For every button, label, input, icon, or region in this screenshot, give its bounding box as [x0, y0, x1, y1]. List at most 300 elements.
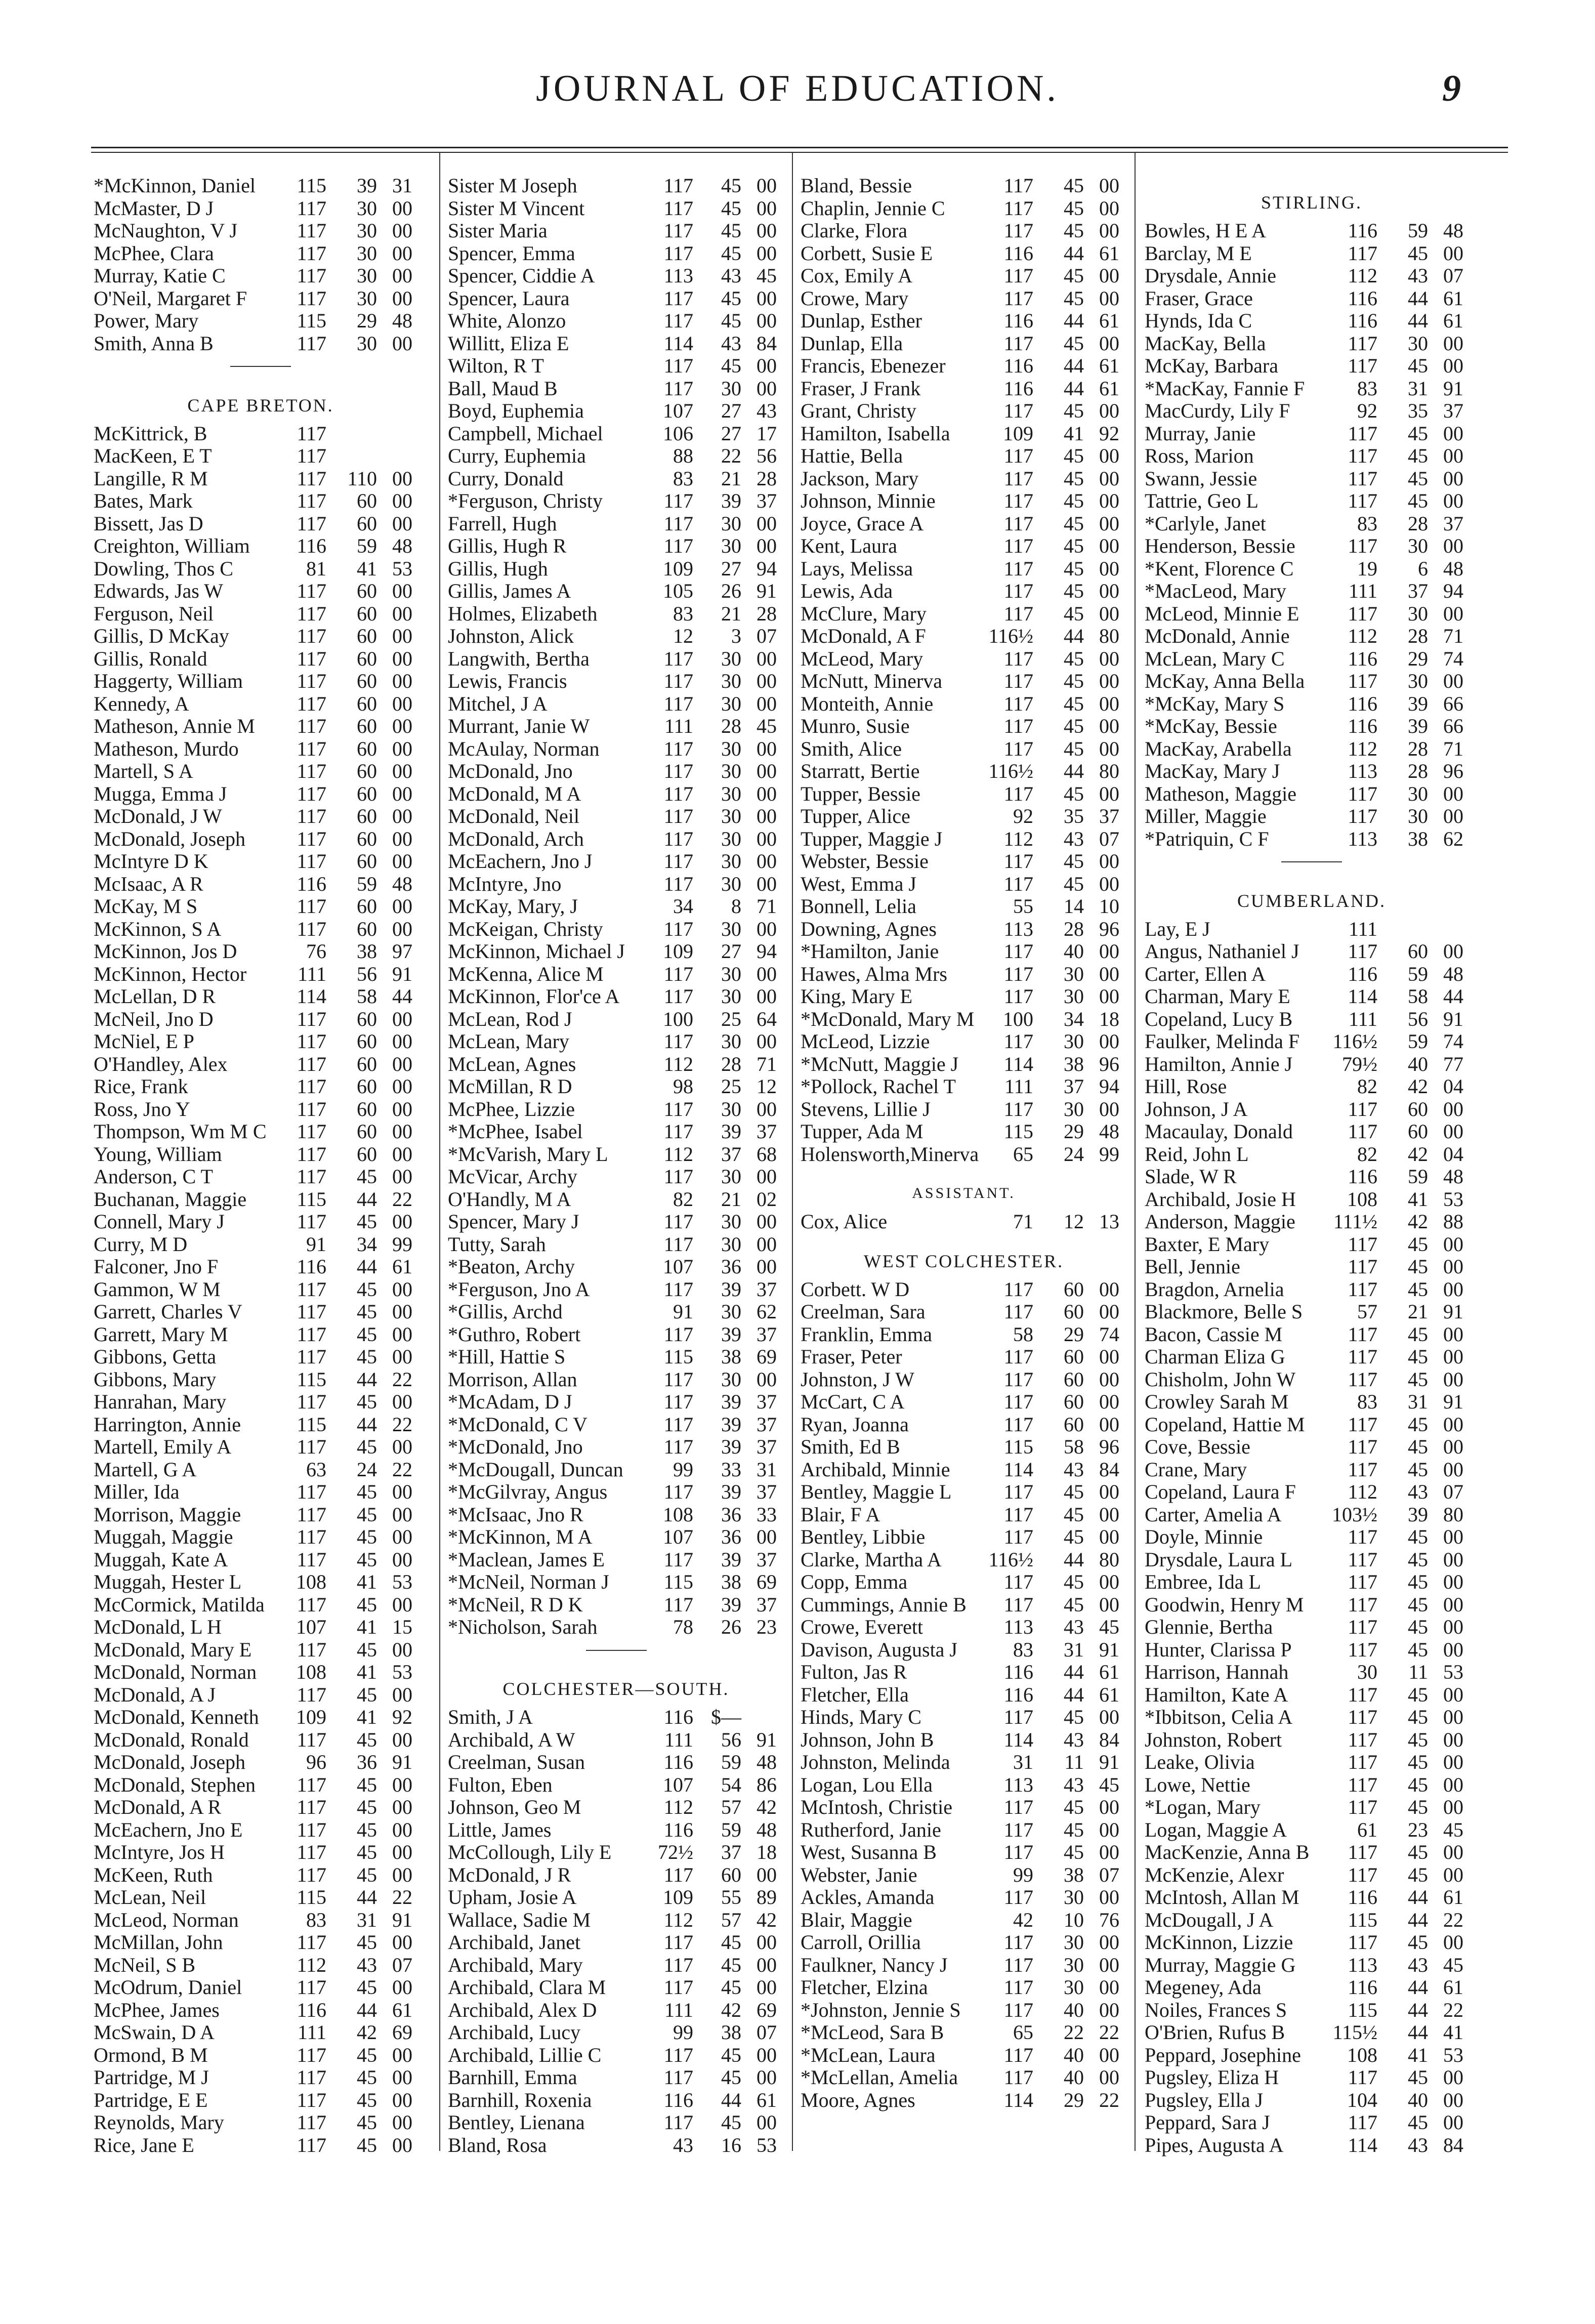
days-taught: 111	[1348, 579, 1377, 602]
grant-cents: 00	[1099, 1886, 1119, 1908]
grant-cents: 91	[757, 1728, 777, 1751]
grant-dollars: 60	[1408, 940, 1428, 963]
grant-dollars: 30	[1064, 1886, 1084, 1908]
table-row	[1145, 333, 1479, 355]
journal-title: JOURNAL OF EDUCATION.	[536, 68, 1059, 109]
grant-cents: 00	[1443, 489, 1463, 512]
teacher-name: McIntyre, Jno	[448, 872, 562, 895]
teacher-name: Pugsley, Ella J	[1145, 2088, 1264, 2111]
grant-dollars: 44	[1408, 286, 1428, 310]
teacher-name: Falconer, Jno F	[94, 1255, 219, 1278]
teacher-name: Tutty, Sarah	[448, 1232, 546, 1256]
teacher-name: Harrison, Hannah	[1145, 1661, 1289, 1683]
grant-dollars: 41	[357, 1706, 377, 1728]
teacher-name: Fulton, Jas R	[801, 1661, 907, 1683]
days-taught: 113	[1003, 1773, 1033, 1796]
teacher-name: Munro, Susie	[801, 715, 910, 737]
grant-dollars: 33	[721, 1458, 741, 1481]
grant-cents: 77	[1443, 1052, 1463, 1075]
grant-dollars: 37	[1064, 1075, 1084, 1098]
teacher-name: *McDougall, Duncan	[448, 1458, 623, 1481]
days-taught: 91	[673, 1300, 693, 1323]
teacher-name: Ferguson, Neil	[94, 602, 214, 625]
teacher-name: McPhee, Clara	[94, 241, 214, 265]
days-taught: 115	[663, 1345, 693, 1368]
teacher-name: Spencer, Ciddie A	[448, 264, 595, 287]
days-taught: 111	[297, 962, 326, 985]
table-row	[1145, 1346, 1479, 1368]
grant-cents: 84	[1443, 2133, 1463, 2156]
days-taught: 117	[297, 331, 326, 355]
days-taught: 116½	[1332, 1030, 1377, 1053]
grant-dollars: 28	[1064, 917, 1084, 940]
table-row	[94, 1166, 428, 1188]
table-row	[801, 940, 1127, 963]
grant-cents: 53	[1443, 1187, 1463, 1211]
grant-cents: 00	[757, 985, 777, 1008]
grant-dollars: 35	[1064, 805, 1084, 827]
grant-dollars: 37	[721, 1841, 741, 1863]
grant-cents: 17	[757, 422, 777, 445]
teacher-name: Martell, Emily A	[94, 1435, 232, 1458]
grant-cents: 00	[1443, 1120, 1463, 1143]
grant-cents: 00	[1443, 1232, 1463, 1256]
grant-cents: 92	[1099, 422, 1119, 445]
teacher-name: McCollough, Lily E	[448, 1841, 612, 1863]
grant-dollars: 60	[357, 670, 377, 692]
grant-cents: 00	[392, 1683, 412, 1706]
grant-dollars: 45	[1064, 692, 1084, 715]
grant-dollars: 45	[1064, 196, 1084, 220]
teacher-name: Archibald, Clara M	[448, 1976, 606, 1999]
grant-cents: 94	[1443, 579, 1463, 602]
teacher-name: Drysdale, Laura L	[1145, 1548, 1293, 1571]
days-taught: 117	[663, 219, 693, 242]
grant-dollars: 26	[721, 579, 741, 602]
teacher-name: Murray, Janie	[1145, 422, 1256, 445]
grant-cents: 00	[392, 2043, 412, 2066]
grant-cents: 91	[1443, 377, 1463, 400]
days-taught: 117	[297, 895, 326, 918]
grant-cents: 00	[392, 2066, 412, 2089]
days-taught: 116	[297, 534, 326, 557]
grant-dollars: 39	[721, 1120, 741, 1143]
grant-cents: 91	[1443, 1300, 1463, 1323]
table-row	[801, 1436, 1127, 1459]
grant-cents: 00	[757, 286, 777, 310]
grant-cents: 22	[392, 1886, 412, 1908]
grant-dollars: 39	[721, 1593, 741, 1616]
grant-dollars: 44	[357, 1367, 377, 1391]
table-row	[448, 1616, 784, 1639]
grant-cents: 00	[1099, 737, 1119, 760]
days-taught: 107	[663, 1773, 693, 1796]
grant-cents: 62	[1443, 827, 1463, 850]
days-taught: 92	[1013, 805, 1033, 827]
days-taught: 107	[663, 1525, 693, 1548]
grant-cents: 00	[1443, 1435, 1463, 1458]
teacher-name: Holmes, Elizabeth	[448, 602, 598, 625]
teacher-name: Monteith, Annie	[801, 692, 934, 715]
table-row	[94, 1053, 428, 1076]
table-row	[1145, 1211, 1479, 1233]
days-taught: 117	[663, 917, 693, 940]
days-taught: 117	[1348, 1683, 1377, 1706]
grant-dollars: 45	[721, 286, 741, 310]
grant-dollars: 43	[357, 1953, 377, 1976]
grant-dollars: 45	[1408, 1367, 1428, 1391]
table-row	[801, 423, 1127, 445]
grant-dollars: 54	[721, 1773, 741, 1796]
grant-cents: 22	[1443, 1908, 1463, 1931]
table-row	[1145, 1188, 1479, 1211]
table-row	[94, 603, 428, 626]
days-taught: 117	[1348, 331, 1377, 355]
table-row	[448, 1120, 784, 1143]
grant-cents: 48	[1443, 557, 1463, 580]
days-taught: 117	[297, 1030, 326, 1053]
table-row	[1145, 1819, 1479, 1842]
teacher-name: McMillan, John	[94, 1931, 223, 1954]
days-taught: 98	[673, 1075, 693, 1098]
grant-dollars: 30	[721, 670, 741, 692]
teacher-name: McKinnon, Flor'ce A	[448, 985, 620, 1008]
grant-dollars: 60	[357, 489, 377, 512]
grant-cents: 00	[392, 1841, 412, 1863]
grant-dollars: 59	[1408, 962, 1428, 985]
days-taught: 113	[1003, 917, 1033, 940]
teacher-name: *McLeod, Sara B	[801, 2021, 944, 2044]
table-row	[94, 1211, 428, 1233]
teacher-name: Drysdale, Annie	[1145, 264, 1276, 287]
grant-cents: 76	[1099, 1908, 1119, 1931]
grant-cents: 45	[757, 715, 777, 737]
teacher-name: Anderson, Maggie	[1145, 1210, 1295, 1233]
table-row	[801, 2021, 1127, 2044]
grant-dollars: 43	[1064, 1458, 1084, 1481]
days-taught: 92	[1357, 399, 1377, 422]
days-taught: 58	[1013, 1322, 1033, 1346]
days-taught: 117	[1348, 489, 1377, 512]
teacher-name: Muggah, Maggie	[94, 1525, 233, 1548]
days-taught: 117	[663, 1435, 693, 1458]
grant-cents: 00	[1099, 1480, 1119, 1503]
grant-cents: 71	[757, 1052, 777, 1075]
teacher-name: McDonald, Neil	[448, 805, 579, 827]
teacher-name: Curry, M D	[94, 1232, 188, 1256]
table-row	[801, 1120, 1127, 1143]
teacher-name: Fraser, J Frank	[801, 377, 921, 400]
days-taught: 117	[1003, 1030, 1033, 1053]
days-taught: 116	[297, 1255, 326, 1278]
teacher-name: Gillis, Ronald	[94, 647, 207, 670]
teacher-name: Hamilton, Kate A	[1145, 1683, 1288, 1706]
grant-cents: 18	[757, 1841, 777, 1863]
grant-dollars: 37	[1408, 579, 1428, 602]
grant-dollars: 30	[1064, 1030, 1084, 1053]
table-row	[1145, 805, 1479, 828]
teacher-name: Boyd, Euphemia	[448, 399, 584, 422]
teacher-name: *McVarish, Mary L	[448, 1142, 608, 1166]
table-row	[94, 1639, 428, 1662]
teacher-name: Chaplin, Jennie C	[801, 196, 945, 220]
grant-cents: 74	[1099, 1322, 1119, 1346]
days-taught: 117	[297, 422, 326, 445]
teacher-name: Archibald, Mary	[448, 1953, 583, 1976]
table-row	[94, 1751, 428, 1774]
days-taught: 117	[1003, 264, 1033, 287]
table-row	[94, 1931, 428, 1954]
teacher-name: Starratt, Bertie	[801, 760, 920, 782]
table-row	[448, 1751, 784, 1774]
grant-dollars: $—	[711, 1706, 741, 1728]
table-row	[448, 783, 784, 806]
days-taught: 116	[663, 2088, 693, 2111]
grant-dollars: 43	[1064, 1773, 1084, 1796]
grant-dollars: 26	[721, 1615, 741, 1638]
teacher-name: McDonald, Stephen	[94, 1773, 256, 1796]
grant-dollars: 60	[357, 579, 377, 602]
table-row	[1145, 715, 1479, 738]
grant-cents: 92	[392, 1706, 412, 1728]
table-row	[448, 1368, 784, 1391]
days-taught: 115	[297, 174, 326, 197]
days-taught: 116½	[988, 1548, 1033, 1571]
table-row	[448, 1346, 784, 1368]
table-row	[801, 2066, 1127, 2089]
grant-dollars: 43	[721, 264, 741, 287]
grant-cents: 80	[1443, 1503, 1463, 1526]
days-taught: 117	[1348, 1232, 1377, 1256]
teacher-name: Lewis, Ada	[801, 579, 893, 602]
teacher-name: Ackles, Amanda	[801, 1886, 935, 1908]
teacher-name: Downing, Agnes	[801, 917, 937, 940]
teacher-name: Gibbons, Mary	[94, 1367, 217, 1391]
grant-dollars: 44	[1064, 625, 1084, 647]
grant-cents: 68	[757, 1142, 777, 1166]
grant-dollars: 56	[1408, 1007, 1428, 1030]
grant-dollars: 60	[357, 782, 377, 805]
days-taught: 116	[1003, 1683, 1033, 1706]
grant-cents: 00	[1443, 1841, 1463, 1863]
days-taught: 106	[663, 422, 693, 445]
table-row	[1145, 1301, 1479, 1323]
days-taught: 117	[663, 1232, 693, 1256]
table-row	[801, 1211, 1127, 1233]
teacher-name: Kent, Laura	[801, 534, 898, 557]
grant-cents: 00	[392, 1773, 412, 1796]
table-row	[1145, 1751, 1479, 1774]
table-row	[1145, 1639, 1479, 1662]
grant-cents: 00	[1099, 985, 1119, 1008]
grant-cents: 00	[1099, 512, 1119, 535]
teacher-name: Langwith, Bertha	[448, 647, 590, 670]
teacher-name: McLean, Mary	[448, 1030, 569, 1053]
grant-cents: 00	[1443, 1322, 1463, 1346]
table-row	[801, 175, 1127, 197]
table-row	[1145, 828, 1479, 851]
grant-dollars: 30	[721, 377, 741, 400]
teacher-name: Muggah, Hester L	[94, 1570, 242, 1593]
teacher-name: Harrington, Annie	[94, 1413, 241, 1436]
teacher-name: Carroll, Orillia	[801, 1931, 921, 1954]
grant-cents: 00	[1099, 444, 1119, 467]
teacher-name: Murray, Katie C	[94, 264, 226, 287]
days-taught: 117	[1348, 1458, 1377, 1481]
grant-cents: 00	[757, 872, 777, 895]
teacher-name: Creelman, Sara	[801, 1300, 926, 1323]
grant-cents: 91	[392, 1908, 412, 1931]
grant-cents: 00	[757, 196, 777, 220]
days-taught: 117	[1003, 1570, 1033, 1593]
days-taught: 61	[1357, 1818, 1377, 1841]
days-taught: 116	[1348, 1886, 1377, 1908]
grant-cents: 61	[1099, 354, 1119, 377]
table-row	[94, 1819, 428, 1842]
days-taught: 107	[296, 1615, 326, 1638]
grant-dollars: 8	[731, 895, 741, 918]
teacher-name: Noiles, Frances S	[1145, 1998, 1287, 2021]
grant-dollars: 39	[1408, 692, 1428, 715]
days-taught: 117	[1003, 557, 1033, 580]
grant-dollars: 59	[1408, 1030, 1428, 1053]
teacher-name: Hawes, Alma Mrs	[801, 962, 947, 985]
days-taught: 117	[1348, 2066, 1377, 2089]
table-row	[94, 1233, 428, 1256]
table-row	[448, 1864, 784, 1887]
days-taught: 113	[663, 264, 693, 287]
grant-dollars: 60	[357, 692, 377, 715]
grant-dollars: 30	[721, 805, 741, 827]
grant-dollars: 29	[1408, 647, 1428, 670]
grant-dollars: 60	[357, 760, 377, 782]
grant-cents: 00	[757, 534, 777, 557]
teacher-name: Crowley Sarah M	[1145, 1390, 1289, 1413]
days-taught: 117	[297, 1345, 326, 1368]
days-taught: 88	[673, 444, 693, 467]
teacher-name: Reynolds, Mary	[94, 2111, 224, 2134]
teacher-name: Corbett. W D	[801, 1277, 910, 1301]
teacher-name: Corbett, Susie E	[801, 241, 933, 265]
teacher-name: *McNeil, Norman J	[448, 1570, 609, 1593]
grant-cents: 00	[1099, 1345, 1119, 1368]
teacher-name: McLeod, Lizzie	[801, 1030, 930, 1053]
grant-cents: 61	[1443, 309, 1463, 332]
grant-cents: 00	[757, 1367, 777, 1391]
grant-dollars: 58	[357, 985, 377, 1008]
days-taught: 117	[1003, 444, 1033, 467]
table-row	[94, 1346, 428, 1368]
teacher-name: Tupper, Bessie	[801, 782, 920, 805]
grant-dollars: 44	[357, 1998, 377, 2021]
grant-cents: 00	[757, 917, 777, 940]
grant-dollars: 45	[1408, 1570, 1428, 1593]
grant-dollars: 56	[357, 962, 377, 985]
days-taught: 83	[673, 467, 693, 490]
grant-cents: 00	[1099, 196, 1119, 220]
table-row	[448, 1504, 784, 1526]
teacher-name: Creelman, Susan	[448, 1751, 585, 1773]
teacher-name: Doyle, Minnie	[1145, 1525, 1263, 1548]
grant-dollars: 60	[1064, 1367, 1084, 1391]
table-row	[1145, 265, 1479, 287]
days-taught: 117	[1003, 489, 1033, 512]
days-taught: 99	[673, 2021, 693, 2044]
days-taught: 116	[1003, 354, 1033, 377]
table-row	[448, 197, 784, 220]
grant-cents: 94	[757, 557, 777, 580]
days-taught: 91	[306, 1232, 326, 1256]
table-row	[801, 805, 1127, 828]
teacher-name: Jackson, Mary	[801, 467, 919, 490]
grant-dollars: 40	[1064, 2066, 1084, 2089]
days-taught: 63	[306, 1458, 326, 1481]
teacher-name: Hanrahan, Mary	[94, 1390, 227, 1413]
teacher-name: McLeod, Mary	[801, 647, 924, 670]
grant-dollars: 45	[1064, 1818, 1084, 1841]
days-taught: 117	[1003, 2066, 1033, 2089]
grant-cents: 00	[392, 286, 412, 310]
teacher-name: Lay, E J	[1145, 917, 1210, 940]
days-taught: 117	[297, 1052, 326, 1075]
grant-cents: 00	[757, 309, 777, 332]
teacher-name: Creighton, William	[94, 534, 250, 557]
grant-cents: 44	[392, 985, 412, 1008]
teacher-name: Hamilton, Isabella	[801, 422, 950, 445]
grant-cents: 53	[392, 1570, 412, 1593]
table-row	[448, 558, 784, 580]
table-row	[1145, 1796, 1479, 1819]
teacher-name: Tupper, Ada M	[801, 1120, 924, 1143]
teacher-name: Bissett, Jas D	[94, 512, 203, 535]
days-taught: 117	[297, 264, 326, 287]
days-taught: 99	[1013, 1863, 1033, 1886]
teacher-name: Murray, Maggie G	[1145, 1953, 1296, 1976]
grant-dollars: 45	[357, 1345, 377, 1368]
days-taught: 117	[297, 1841, 326, 1863]
teacher-name: Carter, Ellen A	[1145, 962, 1266, 985]
days-taught: 117	[1348, 1097, 1377, 1120]
table-row	[94, 1008, 428, 1031]
grant-cents: 00	[392, 1120, 412, 1143]
table-row	[94, 1368, 428, 1391]
grant-dollars: 28	[1408, 737, 1428, 760]
grant-dollars: 60	[1064, 1390, 1084, 1413]
days-taught: 116	[1348, 219, 1377, 242]
days-taught: 117	[1003, 286, 1033, 310]
teacher-name: Garrett, Charles V	[94, 1300, 242, 1323]
grant-dollars: 21	[721, 467, 741, 490]
teacher-name: Johnston, Alick	[448, 625, 574, 647]
teacher-name: McNiel, E P	[94, 1030, 194, 1053]
table-row	[801, 670, 1127, 693]
table-row	[1145, 1571, 1479, 1594]
days-taught: 83	[306, 1908, 326, 1931]
grant-dollars: 44	[1408, 1998, 1428, 2021]
grant-dollars: 45	[1064, 737, 1084, 760]
days-taught: 117	[297, 1120, 326, 1143]
days-taught: 115	[1348, 1908, 1377, 1931]
grant-cents: 00	[1443, 1931, 1463, 1954]
grant-dollars: 30	[357, 286, 377, 310]
grant-cents: 28	[757, 602, 777, 625]
days-taught: 117	[1003, 579, 1033, 602]
days-taught: 117	[1003, 1413, 1033, 1436]
grant-dollars: 60	[357, 737, 377, 760]
table-row	[448, 2021, 784, 2044]
teacher-name: Chisholm, John W	[1145, 1367, 1296, 1391]
grant-dollars: 39	[721, 489, 741, 512]
